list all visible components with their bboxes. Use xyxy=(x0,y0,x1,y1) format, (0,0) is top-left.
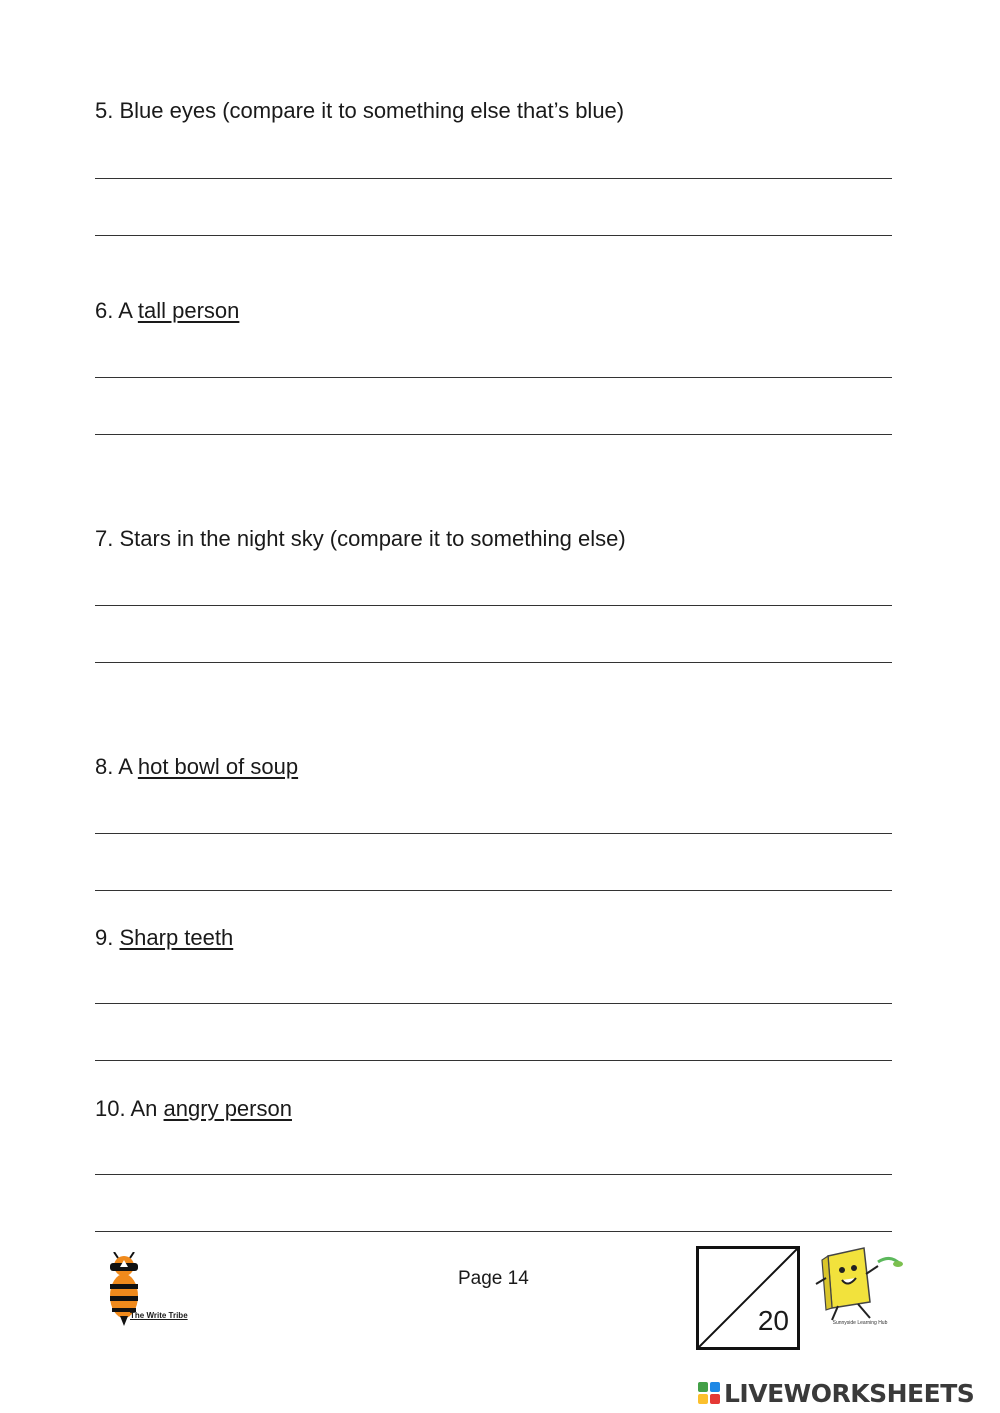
question-text: Blue eyes (compare it to something else that’s blue) xyxy=(119,98,625,123)
question-number: 7. xyxy=(95,526,114,551)
question-number: 8. xyxy=(95,754,114,779)
answer-line-10b[interactable] xyxy=(95,1231,892,1232)
write-tribe-logo-text: The Write Tribe xyxy=(130,1311,188,1320)
question-keyword: hot bowl of soup xyxy=(137,754,299,779)
book-character-icon xyxy=(808,1244,908,1324)
question-keyword: tall person xyxy=(137,298,240,323)
question-7 xyxy=(95,526,626,552)
question-10 xyxy=(95,1096,292,1122)
answer-line-7a[interactable] xyxy=(95,605,892,606)
answer-line-6a[interactable] xyxy=(95,377,892,378)
answer-line-9a[interactable] xyxy=(95,1003,892,1004)
liveworksheets-watermark[interactable] xyxy=(698,1376,974,1410)
question-keyword: angry person xyxy=(163,1096,292,1121)
question-9 xyxy=(95,925,233,951)
question-text: Stars in the night sky (compare it to something else) xyxy=(119,526,626,551)
answer-line-5b[interactable] xyxy=(95,235,892,236)
question-5 xyxy=(95,98,624,124)
question-number: 6. xyxy=(95,298,114,323)
question-6 xyxy=(95,298,239,324)
learning-hub-logo xyxy=(808,1244,908,1344)
answer-line-5a[interactable] xyxy=(95,178,892,179)
score-total: 20 xyxy=(757,1305,789,1336)
answer-line-7b[interactable] xyxy=(95,662,892,663)
question-8 xyxy=(95,754,298,780)
answer-line-10a[interactable] xyxy=(95,1174,892,1175)
question-prefix: A xyxy=(118,298,132,323)
answer-line-8a[interactable] xyxy=(95,833,892,834)
question-number: 5. xyxy=(95,98,114,123)
question-prefix: An xyxy=(130,1096,158,1121)
answer-line-8b[interactable] xyxy=(95,890,892,891)
question-prefix: A xyxy=(118,754,132,779)
question-keyword: Sharp teeth xyxy=(119,925,234,950)
liveworksheets-icon xyxy=(698,1382,720,1404)
answer-line-6b[interactable] xyxy=(95,434,892,435)
answer-line-9b[interactable] xyxy=(95,1060,892,1061)
question-number: 10. xyxy=(95,1096,126,1121)
question-number: 9. xyxy=(95,925,114,950)
learning-hub-logo-text: Sunnyside Learning Hub xyxy=(832,1320,888,1326)
page-number: Page 14 xyxy=(458,1268,529,1289)
score-box[interactable] xyxy=(696,1246,800,1350)
liveworksheets-label: LIVEWORKSHEETS xyxy=(724,1378,975,1408)
